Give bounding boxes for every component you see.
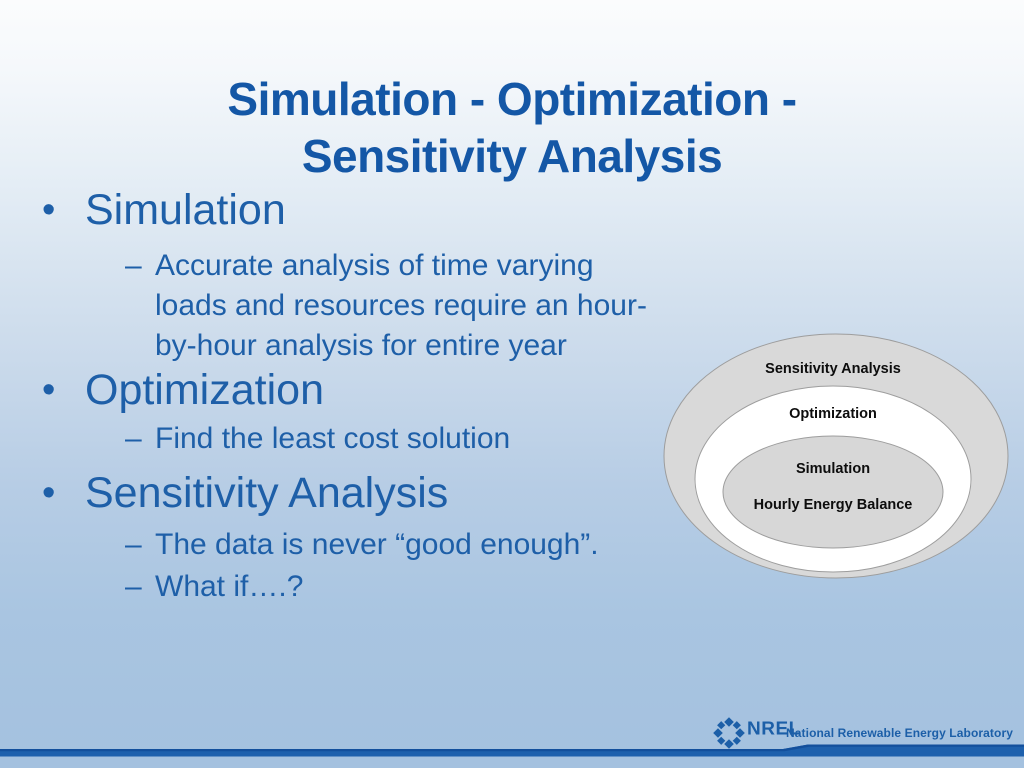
dash-icon: – bbox=[125, 528, 142, 561]
diagram-label-simulation: Simulation bbox=[795, 461, 871, 477]
sub-bullet-sensitivity-1 bbox=[125, 525, 722, 565]
diagram-label-sensitivity: Sensitivity Analysis bbox=[765, 361, 901, 377]
ellipse-simulation bbox=[723, 436, 943, 548]
nrel-logotype: NREL bbox=[747, 719, 801, 740]
dash-icon: – bbox=[125, 570, 142, 603]
bullet-label: Simulation bbox=[85, 186, 286, 234]
bullet-label: Optimization bbox=[85, 366, 324, 414]
sub-bullet-line: loads and resources require an hour- bbox=[155, 289, 647, 322]
dash-icon: – bbox=[125, 249, 142, 282]
bullet-item-optimization bbox=[42, 364, 722, 416]
sub-bullet-text bbox=[155, 419, 510, 459]
sub-bullet-sensitivity-2 bbox=[125, 567, 722, 607]
nrel-tagline: National Renewable Energy Laboratory bbox=[786, 726, 1013, 740]
slide-title-line2: Sensitivity Analysis bbox=[301, 130, 723, 182]
bullet-label: Sensitivity Analysis bbox=[85, 469, 449, 517]
bullet-dot-icon: • bbox=[42, 369, 56, 411]
sub-bullet-text bbox=[155, 567, 303, 607]
slide-title bbox=[0, 71, 1024, 185]
bullet-dot-icon: • bbox=[42, 472, 56, 514]
sub-bullet-line: Find the least cost solution bbox=[155, 422, 511, 455]
dash-icon: – bbox=[125, 422, 142, 455]
sub-bullet-line: by-hour analysis for entire year bbox=[155, 329, 567, 362]
sub-bullet-simulation-1 bbox=[125, 246, 722, 366]
sub-bullet-text bbox=[155, 246, 647, 366]
bullet-dot-icon: • bbox=[42, 189, 56, 231]
slide-title-line1: Simulation - Optimization - bbox=[227, 73, 797, 125]
footer-bar bbox=[0, 740, 1024, 768]
nested-ellipse-diagram bbox=[655, 325, 1017, 593]
sub-bullet-line: The data is never “good enough”. bbox=[155, 528, 599, 561]
diagram-label-hourly-energy-balance: Hourly Energy Balance bbox=[753, 497, 913, 513]
diagram-label-optimization: Optimization bbox=[789, 406, 877, 422]
bullet-list bbox=[42, 184, 722, 607]
bullet-item-simulation bbox=[42, 184, 722, 236]
sub-bullet-line: Accurate analysis of time varying bbox=[155, 249, 594, 282]
sub-bullet-optimization-1 bbox=[125, 419, 722, 459]
sub-bullet-line: What if….? bbox=[155, 570, 304, 603]
sub-bullet-text bbox=[155, 525, 599, 565]
bullet-item-sensitivity bbox=[42, 467, 722, 519]
